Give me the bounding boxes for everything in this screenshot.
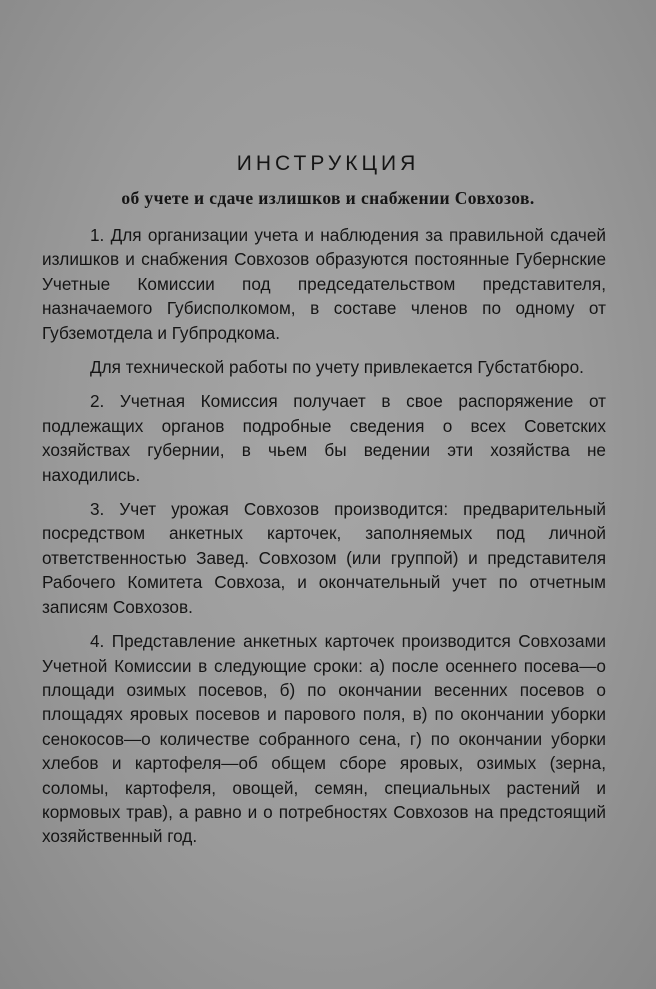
paragraph-3: 2. Учетная Комиссия получает в свое распоряжение от подлежащих органов подробные сведения о всех Советских хозяйствах губернии, в чьем бы ведении эти хозяйства не находились. xyxy=(42,391,606,485)
document-title: ИНСТРУКЦИЯ xyxy=(236,152,420,175)
paragraph-1: 1. Для организации учета и наблюдения за правильной сдачей излишков и снабжения Совхозов образуются постоянные Губернские Учетные Комиссии под председательством представителя, назначаемого Губисполкомом, в составе членов по одному от Губземотдела и Губпродкома. xyxy=(42,225,606,343)
paragraph-2: Для технической работы по учету привлекается Губстатбюро. xyxy=(90,357,584,378)
paragraph-4: 3. Учет урожая Совхозов производится: предварительный посредством анкетных карточек, заполняемых под личной ответственностью Завед. Совхозом (или группой) и представителя Рабочего Комитета Совхоза, и окончательный учет по отчетным записям Совхозов. xyxy=(42,499,606,617)
paragraph-5: 4. Представление анкетных карточек производится Совхозами Учетной Комиссии в следующие сроки: а) после осеннего посева—о площади озимых посевов, б) по окончании весенних посевов о площадях яровых посевов и парового поля, в) по окончании уборки сенокосов—о количестве собранного сена, г) по окончании уборки хлебов и картофеля—об общем сборе яровых, озимых (зерна, соломы, картофеля, овощей, семян, специальных растений и кормовых трав), а равно и о потребностях Совхозов на предстоящий хозяйственный год. xyxy=(42,631,606,847)
document-subtitle: об учете и сдаче излишков и снабжении Совхозов. xyxy=(121,188,535,208)
document-body xyxy=(42,223,606,849)
